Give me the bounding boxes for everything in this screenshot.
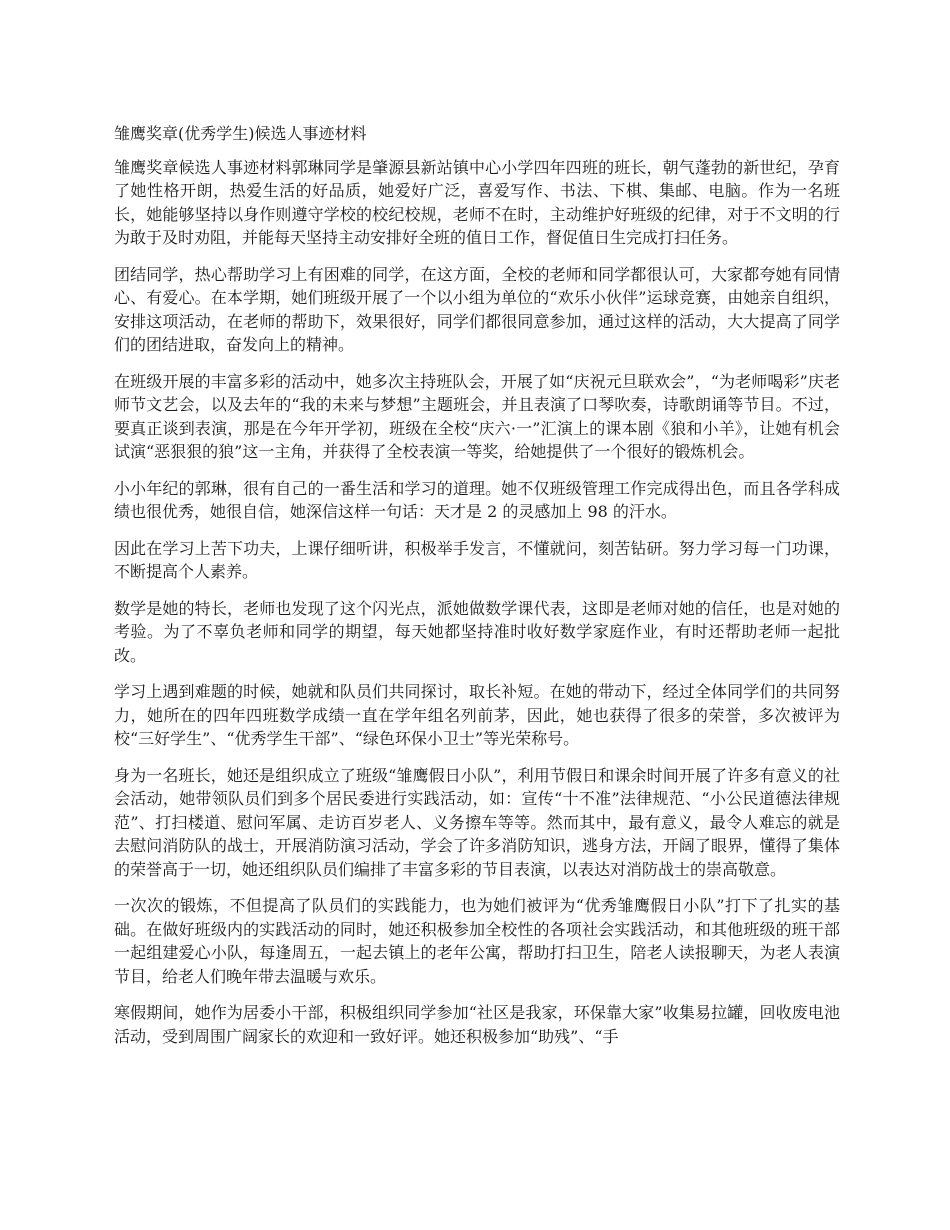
document-title: 雏鹰奖章(优秀学生)候选人事迹材料 — [114, 124, 367, 143]
paragraph: 身为一名班长，她还是组织成立了班级“雏鹰假日小队”，利用节假日和课余时间开展了许多有意义的社会活动，她带领队员们到多个居民委进行实践活动，如：宣传“十不准”法律规范、“小公民道德法律规范”、打扫楼道、慰问军属、走访百岁老人、义务擦车等等。然而其中，最有意义，最令人难忘的就是去慰问消防队的战士，开展消防演习活动，学会了许多消防知识，逃身方法，开阔了眼界，懂得了集体的荣誉高于一切，她还组织队员们编排了丰富多彩的节目表演，以表达对消防战士的崇高敬意。 — [114, 765, 840, 879]
paragraph: 寒假期间，她作为居委小干部，积极组织同学参加“社区是我家，环保靠大家”收集易拉罐，回收废电池活动，受到周围广阔家长的欢迎和一致好评。她还积极参加“助残”、“手 — [114, 1003, 840, 1046]
paragraph: 一次次的锻炼，不但提高了队员们的实践能力，也为她们被评为“优秀雏鹰假日小队”打下了扎实的基础。在做好班级内的实践活动的同时，她还积极参加全校性的各项社会实践活动，和其他班级的班干部一起组建爱心小队，每逢周五，一起去镇上的老年公寓，帮助打扫卫生，陪老人读报聊天，为老人表演节目，给老人们晚年带去温暖与欢乐。 — [114, 896, 840, 986]
paragraph: 团结同学，热心帮助学习上有困难的同学，在这方面，全校的老师和同学都很认可，大家都夸她有同情心、有爱心。在本学期，她们班级开展了一个以小组为单位的“欢乐小伙伴”运球竞赛，由她亲自组织，安排这项活动，在老师的帮助下，效果很好，同学们都很同意参加，通过这样的活动，大大提高了同学们的团结进取，奋发向上的精神。 — [114, 264, 840, 354]
paragraph: 数学是她的特长，老师也发现了这个闪光点，派她做数学课代表，这即是老师对她的信任，也是对她的考验。为了不辜负老师和同学的期望，每天她都坚持准时收好数学家庭作业，有时还帮助老师一起批改。 — [114, 598, 840, 665]
document-page — [114, 122, 840, 1061]
paragraph: 因此在学习上苦下功夫，上课仔细听讲，积极举手发言，不懂就问，刻苦钻研。努力学习每一门功课，不断提高个人素养。 — [114, 538, 840, 581]
paragraph: 在班级开展的丰富多彩的活动中，她多次主持班队会，开展了如“庆祝元旦联欢会”，“为老师喝彩”庆老师节文艺会，以及去年的“我的未来与梦想”主题班会，并且表演了口琴吹奏，诗歌朗诵等节目。不过，要真正谈到表演，那是在今年开学初，班级在全校“庆六·一”汇演上的课本剧《狼和小羊》，让她有机会试演“恶狠狠的狼”这一主角，并获得了全校表演一等奖，给她提供了一个很好的锻炼机会。 — [114, 371, 840, 461]
paragraph: 学习上遇到难题的时候，她就和队员们共同探讨，取长补短。在她的带动下，经过全体同学们的共同努力，她所在的四年四班数学成绩一直在学年组名列前茅，因此，她也获得了很多的荣誉，多次被评为校“三好学生”、“优秀学生干部”、“绿色环保小卫士”等光荣称号。 — [114, 682, 840, 748]
paragraph: 小小年纪的郭琳，很有自己的一番生活和学习的道理。她不仅班级管理工作完成得出色，而且各学科成绩也很优秀，她很自信，她深信这样一句话：天才是 2 的灵感加上 98 的汗水。 — [114, 478, 840, 521]
paragraph: 雏鹰奖章候选人事迹材料郭琳同学是肇源县新站镇中心小学四年四班的班长，朝气蓬勃的新世纪，孕育了她性格开朗，热爱生活的好品质，她爱好广泛，喜爱写作、书法、下棋、集邮、电脑。作为一名班长，她能够坚持以身作则遵守学校的校纪校规，老师不在时，主动维护好班级的纪律，对于不文明的行为敢于及时劝阻，并能每天坚持主动安排好全班的值日工作，督促值日生完成打扫任务。 — [114, 157, 840, 247]
